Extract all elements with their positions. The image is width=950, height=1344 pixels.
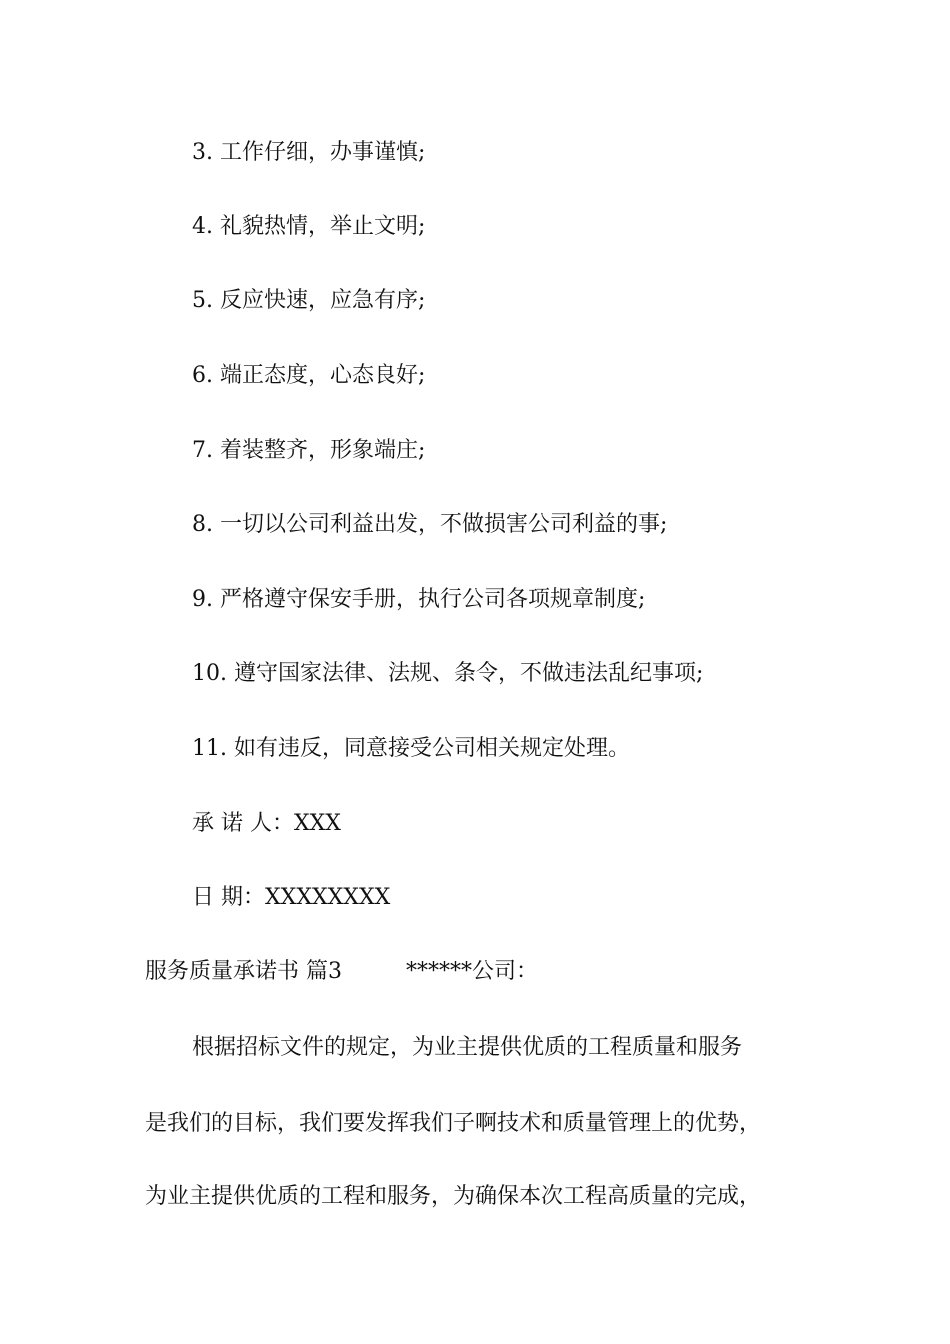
promisor-line: 承 诺 人：XXX <box>192 811 341 836</box>
list-item: 4. 礼貌热情，举止文明; <box>192 214 426 239</box>
list-item: 7. 着装整齐，形象端庄; <box>192 438 426 463</box>
list-item: 9. 严格遵守保安手册，执行公司各项规章制度; <box>192 587 646 612</box>
section-heading: 服务质量承诺书 篇3 <box>145 959 342 984</box>
date-line: 日 期：XXXXXXXX <box>192 885 391 910</box>
list-item: 5. 反应快速，应急有序; <box>192 288 426 313</box>
list-item: 6. 端正态度，心态良好; <box>192 363 426 388</box>
list-item: 3. 工作仔细，办事谨慎; <box>192 140 426 165</box>
body-paragraph-line: 为业主提供优质的工程和服务，为确保本次工程高质量的完成， <box>145 1184 762 1209</box>
body-paragraph-line: 根据招标文件的规定，为业主提供优质的工程质量和服务 <box>192 1035 743 1060</box>
list-item: 10. 遵守国家法律、法规、条令，不做违法乱纪事项; <box>192 661 704 686</box>
body-paragraph-line: 是我们的目标，我们要发挥我们子啊技术和质量管理上的优势， <box>145 1111 762 1136</box>
list-item: 11. 如有违反，同意接受公司相关规定处理。 <box>192 736 630 761</box>
list-item: 8. 一切以公司利益出发，不做损害公司利益的事; <box>192 512 668 537</box>
addressee: ******公司： <box>406 959 539 984</box>
section-heading-row <box>145 957 538 987</box>
